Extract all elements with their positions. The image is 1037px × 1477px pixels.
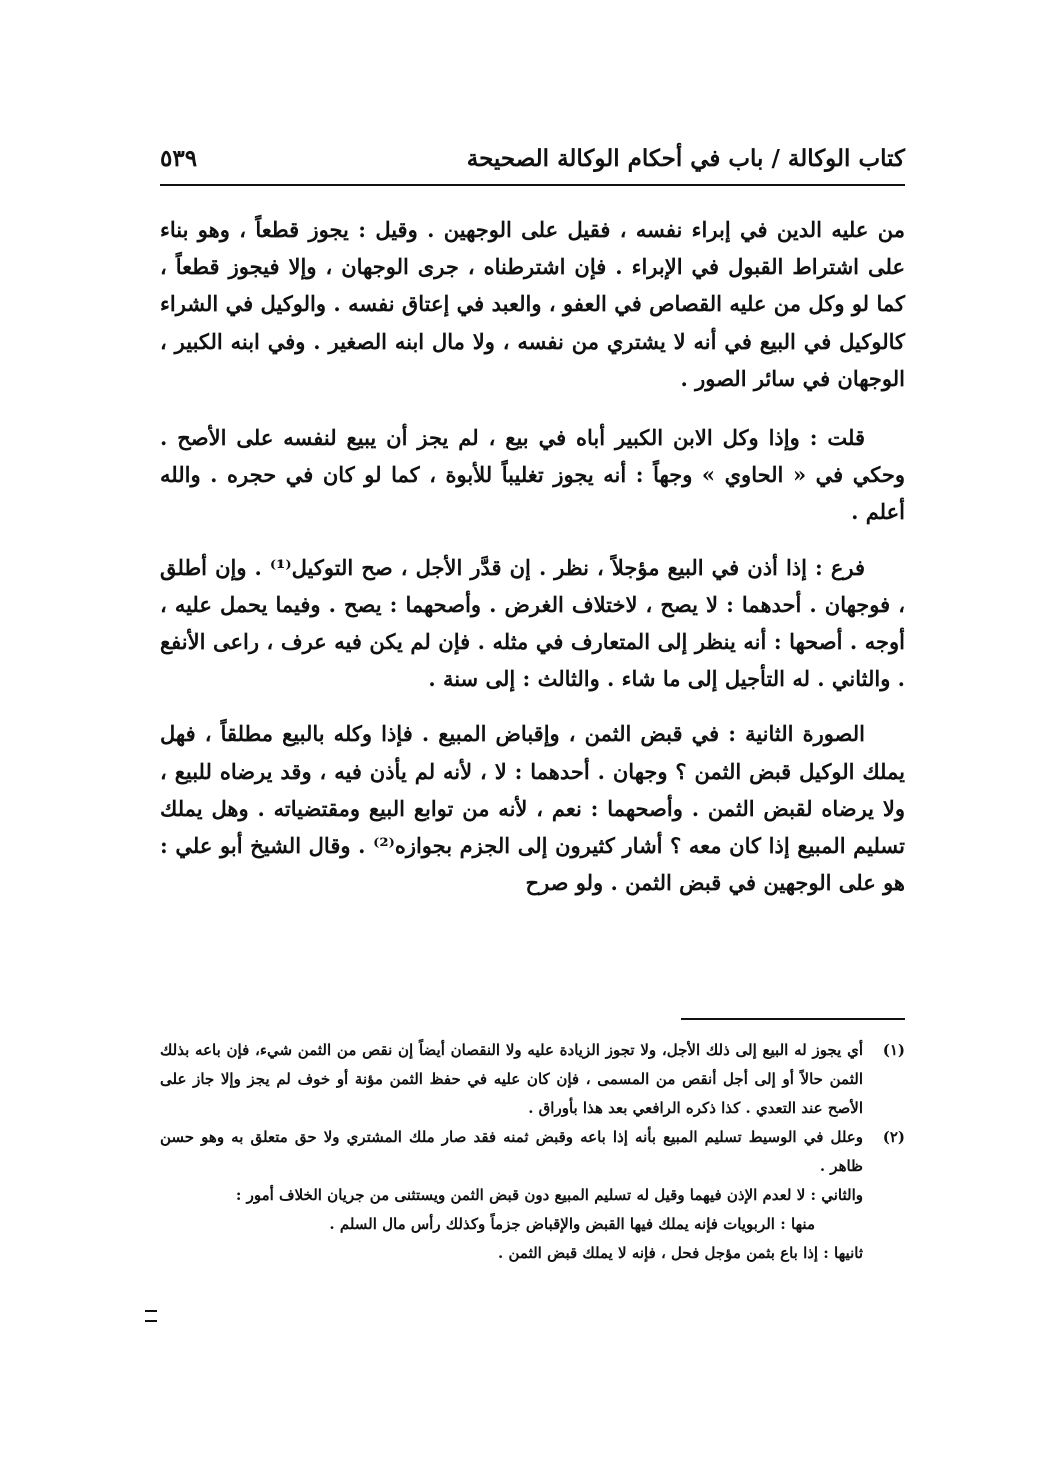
footnote-1-text: أي يجوز له البيع إلى ذلك الأجل، ولا تجوز الزيادة عليه ولا النقصان أيضاً إن نقص من الثمن شيء، فإن باعه بذلك الثمن حالاً أو إلى أجل أنقص من المسمى ، فإن كان عليه في حفظ الثمن مؤنة أو خوف لم يجز وإلا جاز على الأصح عند التعدي . كذا ذكره الرافعي بعد هذا بأوراق .	[160, 1041, 863, 1117]
paragraph-2-lead: قلت :	[809, 425, 865, 451]
paragraph-1: من عليه الدين في إبراء نفسه ، فقيل على الوجهين . وقيل : يجوز قطعاً ، وهو بناء على اشتراط القبول في الإبراء . فإن اشترطناه ، جرى الوجهان ، وإلا فيجوز قطعاً ، كما لو وكل من عليه القصاص في العفو ، والعبد في إعتاق نفسه . والوكيل في الشراء كالوكيل في البيع في أنه لا يشتري من نفسه ، ولا مال ابنه الصغير . وفي ابنه الكبير ، الوجهان في سائر الصور .	[160, 217, 905, 391]
footnote-rule	[681, 1018, 905, 1020]
paragraph-3	[160, 549, 905, 698]
paragraph-4-lead: الصورة الثانية :	[728, 721, 866, 747]
footnotes	[160, 1036, 905, 1268]
paragraph-4	[160, 715, 905, 901]
footnote-2-continuation: والثاني : لا لعدم الإذن فيهما وقيل له تسليم المبيع دون قبض الثمن ويستثنى من جريان الخلاف أمور :	[235, 1186, 863, 1204]
page-header	[160, 145, 905, 181]
footnote-2-item-1: منها : الربويات فإنه يملك فيها القبض والإقباض جزماً وكذلك رأس مال السلم .	[329, 1215, 815, 1233]
footnote-2-text: وعلل في الوسيط تسليم المبيع بأنه إذا باعه وقبض ثمنه فقد صار ملك المشتري ولا حق متعلق به وهو حسن ظاهر .	[160, 1128, 863, 1175]
paragraph-3-text: إذا أذن في البيع مؤجلاً ، نظر . إن قدَّر الأجل ، صح التوكيل⁽¹⁾ . وإن أطلق ، فوجهان . أحدهما : لا يصح ، لاختلاف الغرض . وأصحهما : يصح . وفيما يحمل عليه ، أوجه . أصحها : أنه ينظر إلى المتعارف في مثله . فإن لم يكن فيه عرف ، راعى الأنفع . والثاني . له التأجيل إلى ما شاء . والثالث : إلى سنة .	[160, 554, 905, 692]
footnote-2	[160, 1123, 905, 1181]
paragraph-2	[160, 419, 905, 531]
footnote-1	[160, 1036, 905, 1123]
footnote-1-number: (١)	[882, 1041, 905, 1059]
main-text	[160, 205, 905, 901]
footnote-2-number: (٢)	[882, 1128, 905, 1146]
running-title: كتاب الوكالة / باب في أحكام الوكالة الصحيحة	[466, 145, 905, 172]
footnote-2-item-2: ثانيها : إذا باع بثمن مؤجل فحل ، فإنه لا يملك قبض الثمن .	[498, 1244, 863, 1262]
header-rule	[160, 184, 905, 186]
paragraph-4-text: في قبض الثمن ، وإقباض المبيع . فإذا وكله بالبيع مطلقاً ، فهل يملك الوكيل قبض الثمن ؟ وجهان . أحدهما : لا ، لأنه لم يأذن فيه ، وقد يرضاه للبيع ، ولا يرضاه لقبض الثمن . وأصحهما : نعم ، لأنه من توابع البيع ومقتضياته . وهل يملك تسليم المبيع إذا كان معه ؟ أشار كثيرون إلى الجزم بجوازه⁽²⁾ . وقال الشيخ أبو علي : هو على الوجهين في قبض الثمن . ولو صرح	[160, 721, 906, 896]
paragraph-2-text: وإذا وكل الابن الكبير أباه في بيع ، لم يجز أن يبيع لنفسه على الأصح . وحكي في « الحاوي » وجهاً : أنه يجوز تغليباً للأبوة ، كما لو كان في حجره . والله أعلم .	[160, 425, 905, 525]
paragraph-3-lead: فرع :	[815, 554, 865, 580]
margin-mark	[145, 1310, 157, 1322]
page-number: ٥٣٩	[160, 145, 198, 172]
